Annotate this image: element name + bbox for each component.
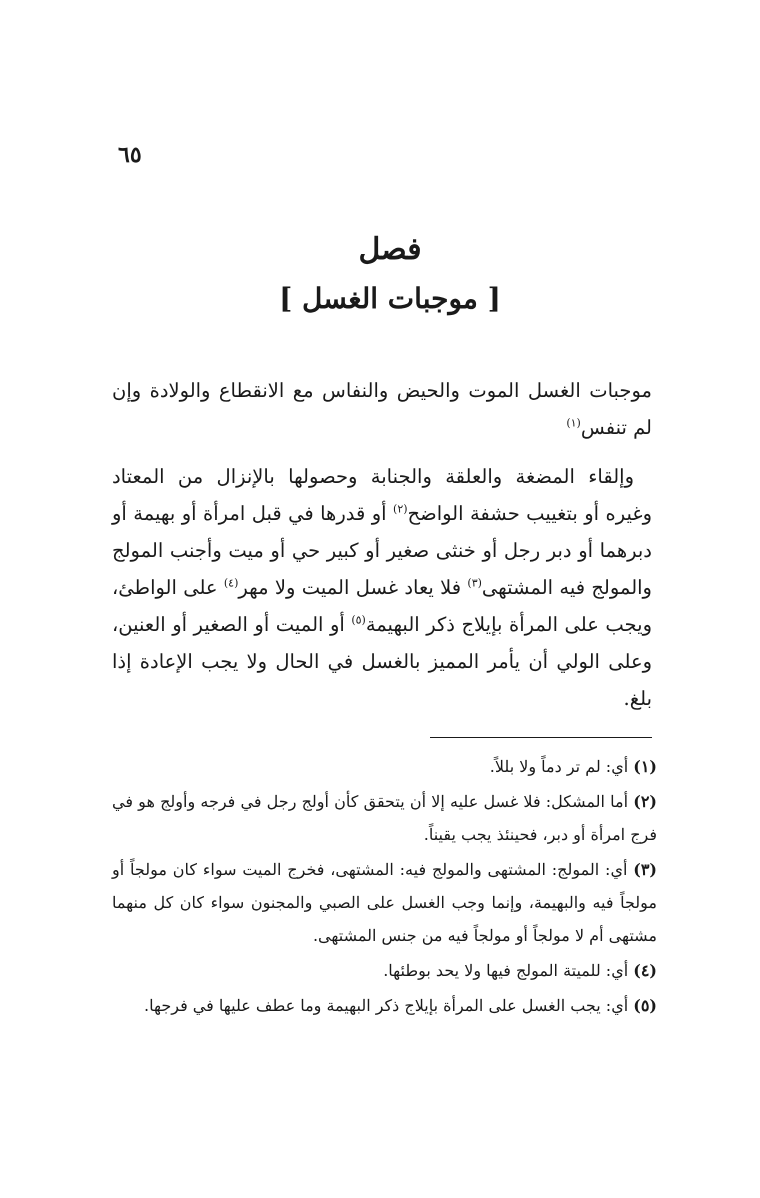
paragraph-text: على الواطئ، ويجب على المرأة بإيلاج ذكر البهيمة: [112, 576, 652, 636]
paragraph-1: [112, 372, 652, 446]
paragraph-text: موجبات الغسل الموت والحيض والنفاس مع الانقطاع والولادة وإن لم تنفس: [112, 379, 652, 439]
footnote-text: أي: لم تر دماً ولا بللاً.: [489, 757, 634, 776]
footnote-text: أما المشكل: فلا غسل عليه إلا أن يتحقق كأن أولج رجل في فرجه وأولج هو في فرج امرأة أو دبر، فحينئذ يجب يقيناً.: [112, 792, 657, 844]
paragraph-text: فلا يعاد غسل الميت ولا مهر: [238, 576, 468, 599]
footnote-ref-5: (٥): [351, 613, 366, 627]
paragraph-text: أو قدرها في قبل امرأة أو بهيمة أو دبرهما أو دبر رجل أو خنثى صغير أو كبير حي أو ميت وأجنب المولج والمولج فيه المشتهى: [112, 502, 652, 599]
footnote-number: (٣): [633, 860, 657, 879]
section-subtitle: [ موجبات الغسل ]: [279, 282, 501, 315]
footnote-text: أي: يجب الغسل على المرأة بإيلاج ذكر البهيمة وما عطف عليها في فرجها.: [144, 996, 634, 1015]
footnote-1: [112, 750, 657, 783]
paragraph-2: [112, 458, 652, 717]
footnote-4: [112, 954, 657, 987]
footnote-text: أي: للميتة المولج فيها ولا يحد بوطئها.: [383, 961, 634, 980]
paragraph-text: وإلقاء المضغة والعلقة والجنابة وحصولها بالإنزال من المعتاد وغيره أو بتغييب حشفة الواضح: [112, 465, 652, 525]
page-number: ٦٥: [118, 142, 142, 168]
footnote-ref-4: (٤): [223, 576, 239, 590]
section-title: فصل: [358, 232, 422, 267]
footnote-3: [112, 853, 657, 952]
footnote-number: (٥): [633, 996, 657, 1015]
footnote-number: (١): [633, 757, 657, 776]
footnote-text: أي: المولج: المشتهى والمولج فيه: المشتهى، فخرج الميت سواء كان مولجاً أو مولجاً فيه والبهيمة، وإنما وجب الغسل على الصبي والمجنون سواء كان كل منهما مشتهى أم لا مولجاً أو مولجاً فيه من جنس المشتهى.: [112, 860, 657, 945]
footnote-divider: [430, 737, 652, 738]
main-text: [112, 372, 652, 729]
footnote-number: (٢): [633, 792, 657, 811]
footnote-number: (٤): [633, 961, 657, 980]
footnote-ref-1: (١): [566, 416, 581, 430]
footnotes: [112, 750, 657, 1024]
footnote-ref-2: (٢): [393, 502, 408, 516]
footnote-ref-3: (٣): [467, 576, 482, 590]
footnote-5: [112, 989, 657, 1022]
footnote-2: [112, 785, 657, 851]
paragraph-text: أو الميت أو الصغير أو العنين، وعلى الولي أن يأمر المميز بالغسل في الحال ولا يجب الإعادة إذا بلغ.: [112, 613, 652, 710]
